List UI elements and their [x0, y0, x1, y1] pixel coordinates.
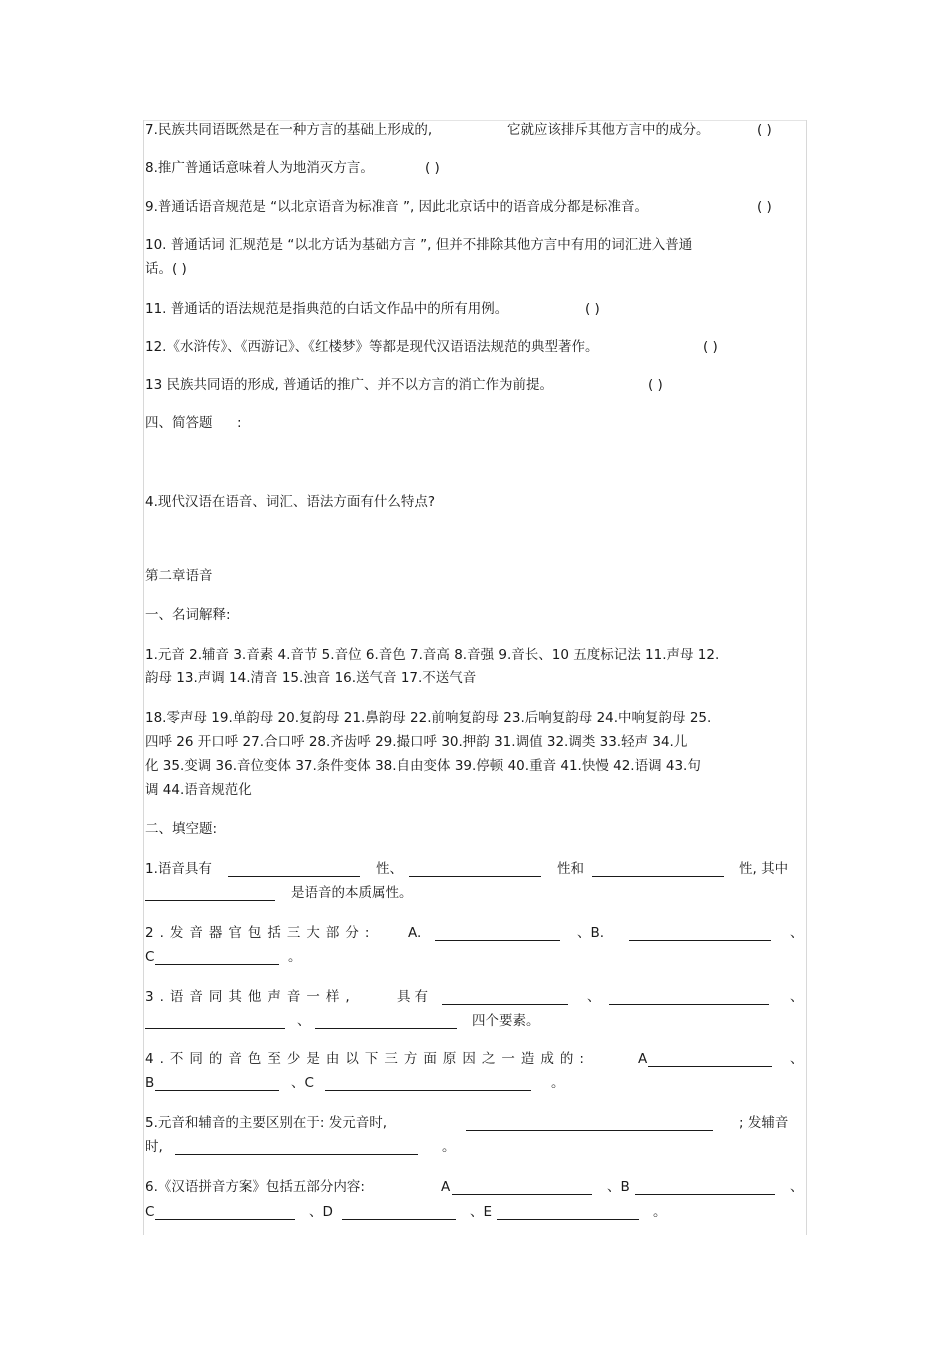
terms-heading: [145, 603, 805, 627]
terms-line-2: [145, 666, 805, 690]
judge-question-11: [145, 297, 805, 321]
judge-question-12: [145, 335, 805, 359]
answer-blank[interactable]: [452, 1179, 592, 1195]
fill-question-4-cont: [145, 1071, 805, 1095]
fill-question-6: [145, 1175, 805, 1199]
answer-blank[interactable]: [228, 861, 360, 877]
judge-question-8: [145, 156, 805, 180]
q4-short-text: 4.现代汉语在语音、词汇、语法方面有什么特点?: [145, 494, 436, 510]
f4-text-b: A: [638, 1051, 648, 1067]
f4-text-d: B: [145, 1075, 155, 1091]
q7-text-a: 7.民族共同语既然是在一种方言的基础上形成的,: [145, 122, 433, 138]
judge-question-10: [145, 233, 805, 257]
q12-answer-paren: ( ): [703, 339, 718, 355]
f5-text-a: 5.元音和辅音的主要区别在于: 发元音时,: [145, 1115, 388, 1131]
f3-text-e: 、: [297, 1013, 311, 1029]
terms-line-2-text: 韵母 13.声调 14.清音 15.浊音 16.送气音 17.不送气音: [145, 670, 477, 686]
answer-blank[interactable]: [435, 925, 560, 941]
fill-title: 二、填空题:: [145, 821, 218, 837]
q8-answer-paren: ( ): [425, 160, 440, 176]
fill-question-2-cont: [145, 945, 805, 969]
answer-blank[interactable]: [592, 861, 724, 877]
fill-question-3: [145, 985, 805, 1009]
terms-title: 一、名词解释:: [145, 607, 231, 623]
fill-question-6-cont: [145, 1200, 805, 1224]
f3-text-d: 、: [790, 989, 804, 1005]
fill-question-4: [145, 1047, 805, 1071]
terms-line-6: [145, 778, 805, 802]
answer-blank[interactable]: [145, 885, 275, 901]
f6-text-h: 。: [653, 1204, 667, 1220]
terms-line-5: [145, 754, 805, 778]
f6-text-g: 、E: [470, 1204, 493, 1220]
answer-blank[interactable]: [409, 861, 541, 877]
answer-blank[interactable]: [629, 925, 771, 941]
f6-text-d: 、: [790, 1179, 804, 1195]
f6-text-b: A: [441, 1179, 451, 1195]
f5-text-c: 时,: [145, 1139, 163, 1155]
q13-text: 13 民族共同语的形成, 普通话的推广、并不以方言的消亡作为前提。: [145, 377, 554, 393]
f3-text-c: 、: [587, 989, 601, 1005]
judge-question-13: [145, 373, 805, 397]
f3-text-a: 3.语音同其他声音一样,: [145, 989, 356, 1005]
f2-text-c: 、B.: [577, 925, 605, 941]
f2-text-d: 、: [790, 925, 804, 941]
chapter2-title: 第二章语音: [145, 568, 213, 584]
terms-line-5-text: 化 35.变调 36.音位变体 37.条件变体 38.自由变体 39.停顿 40.重音 41.快慢 42.语调 43.句: [145, 758, 701, 774]
q7-text-b: 它就应该排斥其他方言中的成分。: [507, 122, 710, 138]
q11-answer-paren: ( ): [585, 301, 600, 317]
f6-text-c: 、B: [607, 1179, 630, 1195]
f1-text-b: 性、: [376, 861, 403, 877]
answer-blank[interactable]: [635, 1179, 775, 1195]
q11-text: 11. 普通话的语法规范是指典范的白话文作品中的所有用例。: [145, 301, 509, 317]
section-short-answer-heading: [145, 411, 805, 435]
answer-blank[interactable]: [497, 1204, 639, 1220]
terms-line-3-text: 18.零声母 19.单韵母 20.复韵母 21.鼻韵母 22.前响复韵母 23.后响复韵母 24.中响复韵母 25.: [145, 710, 712, 726]
answer-blank[interactable]: [155, 949, 279, 965]
answer-blank[interactable]: [466, 1115, 713, 1131]
answer-blank[interactable]: [175, 1139, 418, 1155]
terms-line-6-text: 调 44.语音规范化: [145, 782, 252, 798]
answer-blank[interactable]: [648, 1051, 772, 1067]
f1-text-a: 1.语音具有: [145, 861, 212, 877]
f5-text-b: ; 发辅音: [739, 1115, 789, 1131]
page-border-right: [806, 120, 807, 1235]
f4-text-c: 、: [790, 1051, 804, 1067]
terms-line-1-text: 1.元音 2.辅音 3.音素 4.音节 5.音位 6.音色 7.音高 8.音强 9.音长、10 五度标记法 11.声母 12.: [145, 647, 720, 663]
f6-text-e: C: [145, 1204, 155, 1220]
answer-blank[interactable]: [342, 1204, 456, 1220]
terms-line-4-text: 四呼 26 开口呼 27.合口呼 28.齐齿呼 29.撮口呼 30.押韵 31.调值 32.调类 33.轻声 34.儿: [145, 734, 688, 750]
f6-text-f: 、D: [309, 1204, 333, 1220]
f4-text-f: 。: [551, 1075, 565, 1091]
q13-answer-paren: ( ): [648, 377, 663, 393]
q9-text: 9.普通话语音规范是 “以北京语音为标准音 ”, 因此北京话中的语音成分都是标准音。: [145, 199, 649, 215]
section4-colon: :: [237, 415, 242, 431]
f6-text-a: 6.《汉语拼音方案》包括五部分内容:: [145, 1179, 365, 1195]
answer-blank[interactable]: [325, 1075, 531, 1091]
answer-blank[interactable]: [315, 1013, 457, 1029]
chapter-heading: [145, 564, 805, 588]
terms-line-4: [145, 730, 805, 754]
judge-question-10-cont: [145, 257, 805, 281]
f4-text-a: 4.不同的音色至少是由以下三方面原因之一造成的:: [145, 1051, 590, 1067]
f3-text-b: 具有: [397, 989, 432, 1005]
fill-question-2: [145, 921, 805, 945]
f2-text-e: C: [145, 949, 155, 965]
f4-text-e: 、C: [291, 1075, 314, 1091]
answer-blank[interactable]: [145, 1013, 285, 1029]
q9-answer-paren: ( ): [757, 199, 772, 215]
answer-blank[interactable]: [442, 989, 568, 1005]
answer-blank[interactable]: [609, 989, 769, 1005]
fill-question-5: [145, 1111, 805, 1135]
q10-text-a: 10. 普通话词 汇规范是 “以北方话为基础方言 ”, 但并不排除其他方言中有用的词汇进入普通: [145, 237, 693, 253]
section4-title: 四、简答题: [145, 415, 213, 431]
f1-text-e: 是语音的本质属性。: [291, 885, 413, 901]
short-answer-question-4: [145, 490, 805, 514]
f5-text-d: 。: [442, 1139, 456, 1155]
f2-text-a: 2.发音器官包括三大部分:: [145, 925, 376, 941]
q12-text: 12.《水浒传》、《西游记》、《红楼梦》等都是现代汉语语法规范的典型著作。: [145, 339, 599, 355]
judge-question-9: [145, 195, 805, 219]
fill-question-1: [145, 857, 805, 881]
fill-heading: [145, 817, 805, 841]
page-border-left: [143, 120, 144, 1235]
q8-text: 8.推广普通话意味着人为地消灭方言。: [145, 160, 374, 176]
f2-text-f: 。: [288, 949, 302, 965]
f2-text-b: A.: [408, 925, 422, 941]
terms-line-1: [145, 643, 805, 667]
q7-answer-paren: ( ): [757, 122, 772, 138]
q10-text-b: 话。( ): [145, 261, 187, 277]
judge-question-7: [145, 118, 805, 142]
f3-text-f: 四个要素。: [472, 1013, 540, 1029]
f1-text-c: 性和: [557, 861, 584, 877]
terms-line-3: [145, 706, 805, 730]
answer-blank[interactable]: [155, 1075, 279, 1091]
fill-question-5-cont: [145, 1135, 805, 1159]
answer-blank[interactable]: [155, 1204, 295, 1220]
f1-text-d: 性, 其中: [739, 861, 789, 877]
